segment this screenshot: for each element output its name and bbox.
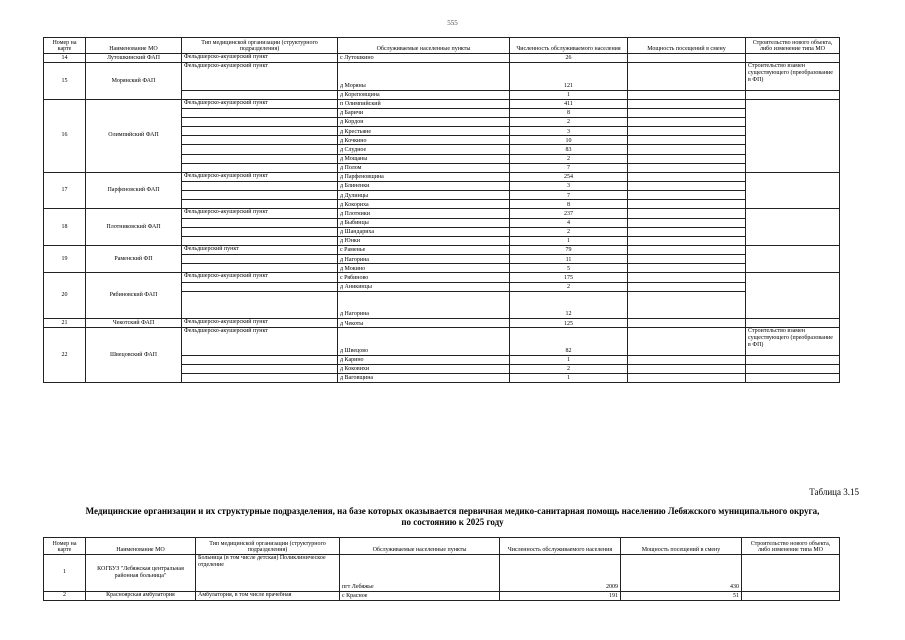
map-number: 15 [44,63,86,100]
served-settlement: с Рябиново [338,273,510,282]
facility-type-empty [182,181,338,190]
served-population: 7 [510,191,628,200]
construction-note [746,319,840,328]
served-settlement: д Баричи [338,108,510,117]
served-population: 8 [510,200,628,209]
served-population: 191 [500,591,621,600]
served-population: 10 [510,136,628,145]
visit-capacity [628,227,746,236]
served-settlement: д Шандариха [338,227,510,236]
facility-name: КОГБУЗ "Лебяжская центральная районная больница" [86,555,196,592]
served-population: 4 [510,218,628,227]
visit-capacity [628,136,746,145]
visit-capacity [628,172,746,181]
facility-type: Фельдшерско-акушерский пункт [182,63,338,90]
facility-type-empty [182,291,338,318]
visit-capacity [628,63,746,90]
facility-name: Швецовский ФАП [86,328,182,383]
facility-name: Раменский ФП [86,245,182,272]
construction-note-empty [746,364,840,373]
served-settlement: д Кокориха [338,200,510,209]
header-num: Номер на карте [44,538,86,555]
header-build: Строительство нового объекта, либо изменение типа МО [742,538,840,555]
visit-capacity: 430 [621,555,742,592]
served-population: 175 [510,273,628,282]
construction-note [746,209,840,246]
served-population: 82 [510,328,628,355]
served-population: 26 [510,54,628,63]
visit-capacity [628,54,746,63]
table-row [44,99,840,108]
served-settlement: д Моряны [338,63,510,90]
table-label: Таблица 3.15 [809,487,859,497]
served-population: 8 [510,108,628,117]
construction-note [746,99,840,172]
facility-name: Плотниковский ФАП [86,209,182,246]
facility-type-empty [182,218,338,227]
visit-capacity [628,99,746,108]
facility-type-empty [182,255,338,264]
visit-capacity [628,200,746,209]
served-settlement: д Швецово [338,328,510,355]
served-settlement: д Дулинцы [338,191,510,200]
visit-capacity [628,181,746,190]
facility-type-empty [182,227,338,236]
facility-type-empty [182,127,338,136]
facility-type-empty [182,154,338,163]
table-row [44,328,840,355]
facility-name: Красноярская амбулатория [86,591,196,600]
table-row [44,591,840,600]
construction-note [746,245,840,272]
table-row [44,555,840,592]
facility-type: Фельдшерско-акушерский пункт [182,54,338,63]
visit-capacity [628,282,746,291]
facilities-table-continued [43,37,840,383]
facility-name: Лутошкинский ФАП [86,54,182,63]
map-number: 18 [44,209,86,246]
map-number: 1 [44,555,86,592]
served-settlement: д Полом [338,163,510,172]
header-population: Численность обслуживаемого населения [500,538,621,555]
served-settlement: д Мощаны [338,154,510,163]
header-build: Строительство нового объекта, либо изменение типа МО [746,38,840,54]
served-settlement: д Быбинцы [338,218,510,227]
visit-capacity [628,355,746,364]
map-number: 21 [44,319,86,328]
facility-type-empty [182,200,338,209]
construction-note-empty [746,373,840,382]
facility-type-empty [182,108,338,117]
served-settlement: д Парфеновщина [338,172,510,181]
served-population: 83 [510,145,628,154]
construction-note [746,54,840,63]
served-population: 1 [510,373,628,382]
header-num: Номер на карте [44,38,86,54]
facility-type-empty [182,282,338,291]
table-title: Медицинские организации и их структурные подразделения, на базе которых оказывается первичная медико-санитарная помощь населению Лебяжского муниципального округа, по состоянию к 2025 году [85,506,820,527]
served-population: 3 [510,127,628,136]
served-settlement: д Нагорина [338,255,510,264]
facility-type-empty [182,236,338,245]
map-number: 19 [44,245,86,272]
visit-capacity [628,90,746,99]
facility-type: Фельдшерско-акушерский пункт [182,319,338,328]
served-population: 2 [510,227,628,236]
served-settlement: с Красное [340,591,500,600]
served-settlement: д Кореповщина [338,90,510,99]
facility-type-empty [182,136,338,145]
served-settlement: д Чекоты [338,319,510,328]
visit-capacity [628,255,746,264]
served-settlement: д Коковихи [338,364,510,373]
facility-type-empty [182,264,338,273]
served-population: 2 [510,154,628,163]
construction-note [742,591,840,600]
table-row [44,319,840,328]
facility-type: Фельдшерско-акушерский пункт [182,209,338,218]
facilities-table [43,537,840,601]
facility-name: Олимпийский ФАП [86,99,182,172]
served-population: 237 [510,209,628,218]
table-header-row [44,538,840,555]
construction-note: Строительство взамен существующего (преобразование в ФП) [746,63,840,90]
served-population: 1 [510,355,628,364]
facility-type: Фельдшерско-акушерский пункт [182,172,338,181]
facility-type-empty [182,118,338,127]
served-settlement: д Блиненки [338,181,510,190]
served-settlement: д Аникинцы [338,282,510,291]
facility-type: Амбулатория, в том числе врачебная [196,591,340,600]
served-settlement: д Крестьяне [338,127,510,136]
page-number: 555 [447,19,458,27]
table-row [44,63,840,90]
served-population: 2 [510,118,628,127]
served-population: 5 [510,264,628,273]
facility-type: Фельдшерский пункт [182,245,338,254]
served-settlement: с Лутошкино [338,54,510,63]
table-row [44,209,840,218]
served-settlement: д Плотники [338,209,510,218]
visit-capacity [628,108,746,117]
visit-capacity [628,364,746,373]
served-settlement: д Мокино [338,264,510,273]
map-number: 22 [44,328,86,383]
table-row [44,54,840,63]
visit-capacity [628,319,746,328]
map-number: 2 [44,591,86,600]
visit-capacity [628,328,746,355]
visit-capacity [628,373,746,382]
visit-capacity [628,127,746,136]
visit-capacity [628,273,746,282]
served-population: 2009 [500,555,621,592]
served-settlement: д Нагорина [338,291,510,318]
visit-capacity [628,245,746,254]
header-name: Наименование МО [86,538,196,555]
served-settlement: пгт Лебяжье [340,555,500,592]
map-number: 16 [44,99,86,172]
facility-name: Морянский ФАП [86,63,182,100]
construction-note: Строительство взамен существующего (преобразование в ФП) [746,328,840,355]
visit-capacity [628,145,746,154]
served-settlement: д Слудное [338,145,510,154]
visit-capacity: 51 [621,591,742,600]
visit-capacity [628,291,746,318]
facility-type-empty [182,191,338,200]
served-population: 7 [510,163,628,172]
header-type: Тип медицинской организации (структурного подразделения) [182,38,338,54]
facility-type: Больница (в том числе детская) Поликлиническое отделение [196,555,340,592]
served-population: 2 [510,364,628,373]
facility-name: Рябиновский ФАП [86,273,182,319]
visit-capacity [628,218,746,227]
served-population: 121 [510,63,628,90]
facility-name: Парфеновский ФАП [86,172,182,209]
served-settlement: с Раменье [338,245,510,254]
header-visits: Мощность посещений в смену [628,38,746,54]
served-population: 125 [510,319,628,328]
facility-type-empty [182,373,338,382]
header-population: Численность обслуживаемого населения [510,38,628,54]
served-population: 1 [510,90,628,99]
facility-type: Фельдшерско-акушерский пункт [182,99,338,108]
served-settlement: д Карино [338,355,510,364]
visit-capacity [628,118,746,127]
facility-type-empty [182,364,338,373]
visit-capacity [628,236,746,245]
header-visits: Мощность посещений в смену [621,538,742,555]
facility-type: Фельдшерско-акушерский пункт [182,328,338,355]
header-points: Обслуживаемые населенные пункты [338,38,510,54]
construction-note [746,273,840,319]
visit-capacity [628,264,746,273]
served-population: 12 [510,291,628,318]
construction-note-empty [746,90,840,99]
visit-capacity [628,191,746,200]
served-population: 11 [510,255,628,264]
table-row [44,273,840,282]
served-population: 3 [510,181,628,190]
served-population: 254 [510,172,628,181]
map-number: 17 [44,172,86,209]
map-number: 20 [44,273,86,319]
table-row [44,245,840,254]
facility-type-empty [182,145,338,154]
facility-type-empty [182,163,338,172]
visit-capacity [628,209,746,218]
header-type: Тип медицинской организации (структурного подразделения) [196,538,340,555]
construction-note [746,172,840,209]
facility-name: Чекотский ФАП [86,319,182,328]
facility-type-empty [182,90,338,99]
table-row [44,172,840,181]
served-population: 411 [510,99,628,108]
construction-note-empty [746,355,840,364]
served-settlement: д Кордон [338,118,510,127]
header-points: Обслуживаемые населенные пункты [340,538,500,555]
construction-note [742,555,840,592]
served-population: 79 [510,245,628,254]
map-number: 14 [44,54,86,63]
served-settlement: д Кочкино [338,136,510,145]
visit-capacity [628,163,746,172]
table-header-row [44,38,840,54]
served-settlement: д Ваговщина [338,373,510,382]
header-name: Наименование МО [86,38,182,54]
facility-type: Фельдшерско-акушерский пункт [182,273,338,282]
facility-type-empty [182,355,338,364]
served-settlement: д Юнки [338,236,510,245]
served-population: 2 [510,282,628,291]
served-population: 1 [510,236,628,245]
served-settlement: п Олимпийский [338,99,510,108]
visit-capacity [628,154,746,163]
